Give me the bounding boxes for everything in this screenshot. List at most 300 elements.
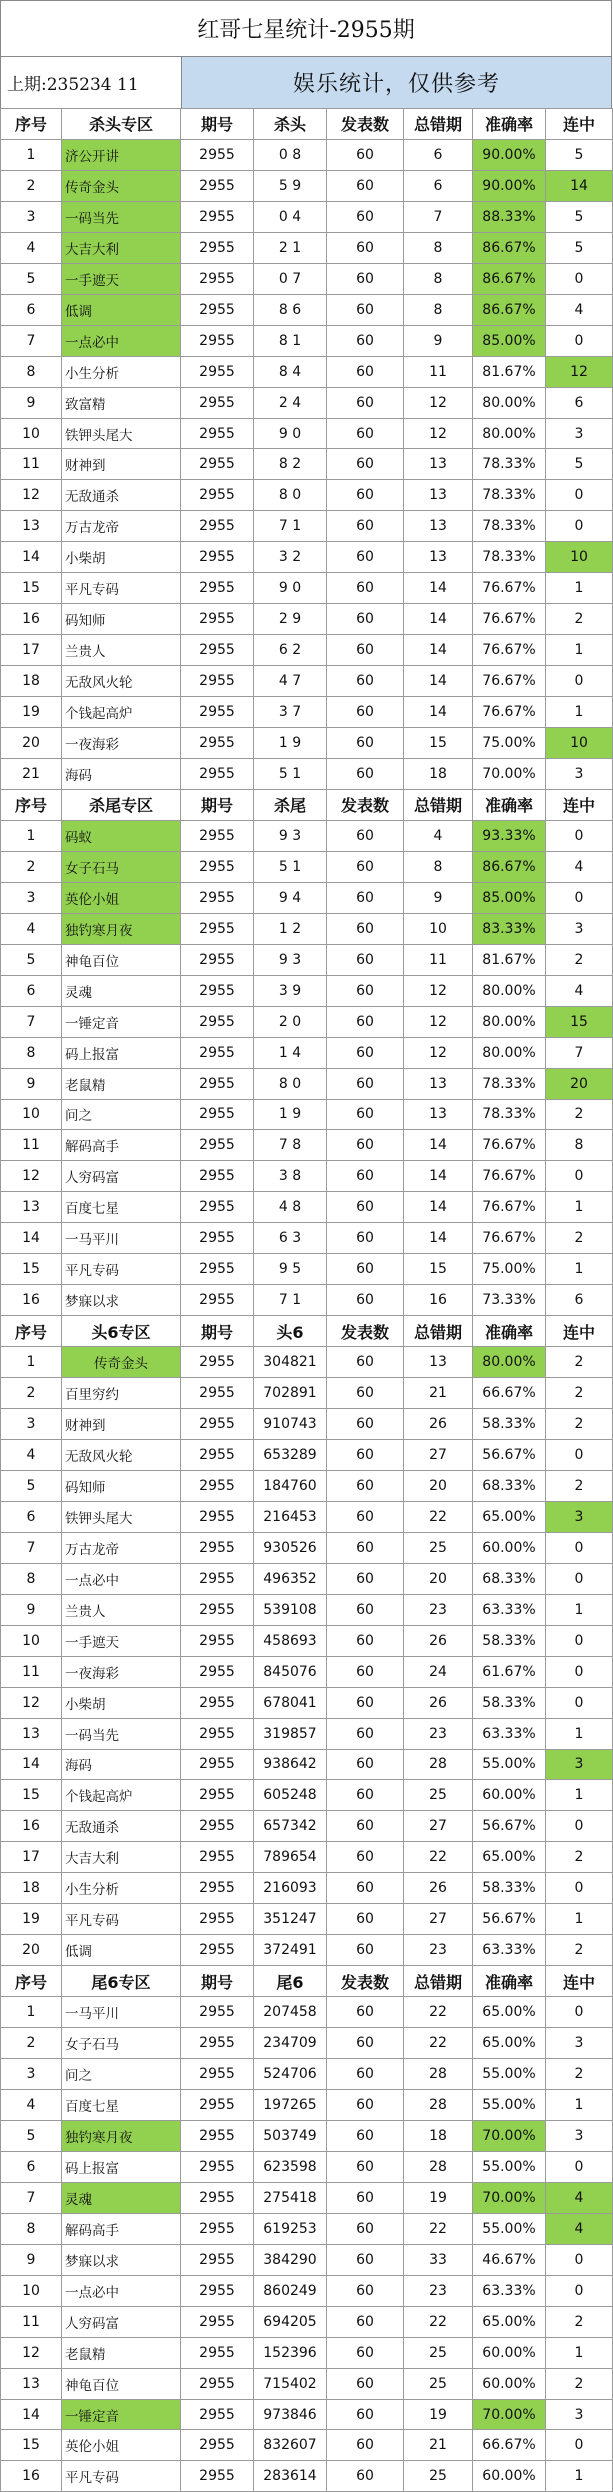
table-row [1,1811,613,1842]
cell-wrong-count: 28 [404,2059,473,2090]
cell-row-number: 16 [1,1285,62,1316]
cell-pick: 1 4 [254,1037,327,1068]
cell-period: 2955 [181,2028,254,2059]
cell-row-number: 7 [1,2182,62,2213]
cell-total-count: 60 [327,139,404,170]
cell-name: 灵魂 [62,2182,181,2213]
cell-total-count: 60 [327,975,404,1006]
table-row [1,2090,613,2121]
cell-period: 2955 [181,201,254,232]
table-row [1,263,613,294]
cell-streak: 2 [546,1378,613,1409]
cell-accuracy: 65.00% [473,1842,546,1873]
cell-wrong-count: 14 [404,635,473,666]
cell-name: 灵魂 [62,975,181,1006]
cell-streak: 2 [546,1099,613,1130]
cell-total-count: 60 [327,1594,404,1625]
cell-name: 老鼠精 [62,1068,181,1099]
table-row [1,542,613,573]
cell-streak: 2 [546,2059,613,2090]
cell-wrong-count: 25 [404,2368,473,2399]
cell-name: 低调 [62,1935,181,1966]
cell-wrong-count: 13 [404,511,473,542]
cell-total-count: 60 [327,542,404,573]
cell-total-count: 60 [327,1409,404,1440]
cell-period: 2955 [181,1130,254,1161]
cell-total-count: 60 [327,263,404,294]
cell-wrong-count: 26 [404,1687,473,1718]
cell-name: 济公开讲 [62,139,181,170]
column-header-pick: 头6 [254,1316,327,1347]
cell-pick: 216453 [254,1501,327,1532]
cell-total-count: 60 [327,2461,404,2492]
cell-total-count: 60 [327,2430,404,2461]
cell-pick: 503749 [254,2120,327,2151]
cell-period: 2955 [181,2430,254,2461]
cell-pick: 458693 [254,1625,327,1656]
cell-row-number: 7 [1,325,62,356]
cell-wrong-count: 12 [404,387,473,418]
cell-row-number: 5 [1,263,62,294]
cell-wrong-count: 8 [404,232,473,263]
cell-name: 平凡专码 [62,2461,181,2492]
cell-period: 2955 [181,2368,254,2399]
cell-row-number: 6 [1,2151,62,2182]
cell-total-count: 60 [327,2213,404,2244]
cell-wrong-count: 21 [404,2430,473,2461]
cell-pick: 938642 [254,1749,327,1780]
cell-streak: 1 [546,1780,613,1811]
cell-wrong-count: 23 [404,2275,473,2306]
cell-row-number: 1 [1,820,62,851]
cell-streak: 5 [546,232,613,263]
cell-accuracy: 93.33% [473,820,546,851]
cell-wrong-count: 8 [404,263,473,294]
cell-wrong-count: 13 [404,480,473,511]
cell-streak: 0 [546,1687,613,1718]
cell-total-count: 60 [327,1254,404,1285]
cell-period: 2955 [181,1656,254,1687]
cell-total-count: 60 [327,697,404,728]
cell-pick: 0 4 [254,201,327,232]
cell-streak: 10 [546,542,613,573]
cell-pick: 2 1 [254,232,327,263]
cell-streak: 1 [546,1192,613,1223]
cell-name: 英伦小姐 [62,882,181,913]
cell-accuracy: 60.00% [473,2461,546,2492]
cell-period: 2955 [181,418,254,449]
table-row [1,1749,613,1780]
cell-row-number: 8 [1,1037,62,1068]
cell-row-number: 20 [1,728,62,759]
cell-wrong-count: 13 [404,1068,473,1099]
cell-period: 2955 [181,1161,254,1192]
cell-wrong-count: 19 [404,2182,473,2213]
table-row [1,170,613,201]
cell-period: 2955 [181,2399,254,2430]
cell-period: 2955 [181,232,254,263]
cell-wrong-count: 9 [404,325,473,356]
cell-pick: 3 9 [254,975,327,1006]
column-header-pick: 尾6 [254,1966,327,1997]
cell-streak: 0 [546,480,613,511]
previous-result: 上期:235234 11 [7,75,139,95]
cell-pick: 275418 [254,2182,327,2213]
cell-total-count: 60 [327,449,404,480]
cell-pick: 216093 [254,1873,327,1904]
cell-streak: 0 [546,2430,613,2461]
cell-streak: 1 [546,2090,613,2121]
cell-period: 2955 [181,2213,254,2244]
cell-wrong-count: 26 [404,1873,473,1904]
table-row [1,1099,613,1130]
cell-period: 2955 [181,1904,254,1935]
cell-row-number: 21 [1,759,62,790]
cell-name: 铁钾头尾大 [62,418,181,449]
cell-row-number: 5 [1,1470,62,1501]
cell-row-number: 13 [1,2368,62,2399]
cell-name: 无敌通杀 [62,480,181,511]
cell-wrong-count: 14 [404,1161,473,1192]
cell-pick: 789654 [254,1842,327,1873]
cell-name: 小生分析 [62,356,181,387]
cell-pick: 351247 [254,1904,327,1935]
table-row [1,449,613,480]
cell-period: 2955 [181,1563,254,1594]
cell-period: 2955 [181,2275,254,2306]
cell-pick: 8 0 [254,480,327,511]
table-row [1,325,613,356]
cell-period: 2955 [181,2337,254,2368]
cell-streak: 0 [546,1656,613,1687]
cell-period: 2955 [181,1068,254,1099]
table-row [1,1347,613,1378]
cell-name: 海码 [62,1749,181,1780]
cell-period: 2955 [181,975,254,1006]
cell-wrong-count: 14 [404,604,473,635]
cell-accuracy: 78.33% [473,511,546,542]
table-row [1,573,613,604]
cell-row-number: 2 [1,851,62,882]
table-row [1,882,613,913]
cell-pick: 5 1 [254,759,327,790]
cell-row-number: 3 [1,2059,62,2090]
cell-name: 一点必中 [62,325,181,356]
cell-row-number: 16 [1,604,62,635]
column-header-pick: 杀尾 [254,789,327,820]
cell-wrong-count: 8 [404,851,473,882]
cell-row-number: 14 [1,2399,62,2430]
cell-accuracy: 70.00% [473,2120,546,2151]
cell-pick: 9 0 [254,418,327,449]
cell-streak: 3 [546,1749,613,1780]
table-row [1,2430,613,2461]
cell-period: 2955 [181,2182,254,2213]
cell-streak: 0 [546,1625,613,1656]
cell-streak: 0 [546,882,613,913]
cell-accuracy: 58.33% [473,1625,546,1656]
table-row [1,1532,613,1563]
cell-total-count: 60 [327,1625,404,1656]
table-row [1,480,613,511]
cell-accuracy: 76.67% [473,1223,546,1254]
table-row [1,2306,613,2337]
cell-pick: 1 9 [254,728,327,759]
cell-accuracy: 80.00% [473,418,546,449]
cell-wrong-count: 14 [404,1130,473,1161]
column-header-row-number: 序号 [1,1966,62,1997]
cell-name: 一码当先 [62,201,181,232]
cell-pick: 197265 [254,2090,327,2121]
table-row [1,1594,613,1625]
cell-streak: 8 [546,1130,613,1161]
column-header-period: 期号 [181,109,254,140]
cell-streak: 2 [546,1935,613,1966]
cell-pick: 605248 [254,1780,327,1811]
cell-streak: 0 [546,1873,613,1904]
cell-pick: 372491 [254,1935,327,1966]
cell-row-number: 9 [1,1594,62,1625]
cell-accuracy: 60.00% [473,1532,546,1563]
cell-pick: 702891 [254,1378,327,1409]
cell-accuracy: 60.00% [473,2368,546,2399]
cell-name: 传奇金头 [62,170,181,201]
column-header-streak: 连中 [546,109,613,140]
stats-table [0,108,613,2492]
table-row [1,139,613,170]
table-row [1,232,613,263]
cell-row-number: 3 [1,882,62,913]
cell-wrong-count: 16 [404,1285,473,1316]
table-row [1,1161,613,1192]
cell-name: 码知师 [62,1470,181,1501]
cell-streak: 2 [546,1842,613,1873]
cell-name: 大吉大利 [62,1842,181,1873]
table-row [1,913,613,944]
cell-total-count: 60 [327,294,404,325]
cell-total-count: 60 [327,2399,404,2430]
cell-total-count: 60 [327,1780,404,1811]
table-row [1,1997,613,2028]
cell-total-count: 60 [327,1006,404,1037]
cell-streak: 0 [546,2244,613,2275]
cell-period: 2955 [181,851,254,882]
cell-name: 个钱起高炉 [62,697,181,728]
cell-accuracy: 90.00% [473,139,546,170]
cell-total-count: 60 [327,201,404,232]
cell-name: 百度七星 [62,2090,181,2121]
cell-wrong-count: 20 [404,1563,473,1594]
cell-accuracy: 58.33% [473,1873,546,1904]
cell-streak: 1 [546,2461,613,2492]
cell-accuracy: 55.00% [473,1749,546,1780]
cell-total-count: 60 [327,2275,404,2306]
table-row [1,635,613,666]
cell-wrong-count: 19 [404,2399,473,2430]
cell-accuracy: 65.00% [473,2028,546,2059]
cell-streak: 1 [546,635,613,666]
table-row [1,1006,613,1037]
cell-name: 梦寐以求 [62,2244,181,2275]
table-row [1,2120,613,2151]
cell-pick: 184760 [254,1470,327,1501]
cell-wrong-count: 6 [404,170,473,201]
cell-name: 解码高手 [62,2213,181,2244]
cell-accuracy: 86.67% [473,294,546,325]
cell-row-number: 9 [1,387,62,418]
cell-wrong-count: 28 [404,2090,473,2121]
cell-accuracy: 70.00% [473,2182,546,2213]
cell-total-count: 60 [327,511,404,542]
cell-period: 2955 [181,1037,254,1068]
table-row [1,1409,613,1440]
cell-name: 平凡专码 [62,1254,181,1285]
cell-total-count: 60 [327,851,404,882]
cell-name: 平凡专码 [62,573,181,604]
cell-row-number: 14 [1,542,62,573]
cell-accuracy: 63.33% [473,1935,546,1966]
cell-accuracy: 76.67% [473,1130,546,1161]
cell-wrong-count: 21 [404,1378,473,1409]
cell-accuracy: 61.67% [473,1656,546,1687]
cell-row-number: 4 [1,913,62,944]
cell-pick: 8 1 [254,325,327,356]
cell-accuracy: 80.00% [473,1037,546,1068]
cell-accuracy: 70.00% [473,2399,546,2430]
cell-row-number: 8 [1,356,62,387]
cell-name: 一锤定音 [62,1006,181,1037]
column-header-accuracy: 准确率 [473,1316,546,1347]
cell-name: 码上报富 [62,2151,181,2182]
cell-period: 2955 [181,728,254,759]
cell-pick: 6 3 [254,1223,327,1254]
cell-period: 2955 [181,820,254,851]
table-row [1,1130,613,1161]
table-row [1,697,613,728]
cell-period: 2955 [181,387,254,418]
cell-accuracy: 68.33% [473,1563,546,1594]
cell-streak: 0 [546,325,613,356]
cell-total-count: 60 [327,1997,404,2028]
table-row [1,759,613,790]
cell-wrong-count: 7 [404,201,473,232]
cell-period: 2955 [181,1223,254,1254]
cell-pick: 8 2 [254,449,327,480]
cell-name: 一手遮天 [62,263,181,294]
cell-period: 2955 [181,1409,254,1440]
cell-period: 2955 [181,635,254,666]
cell-period: 2955 [181,325,254,356]
cell-name: 小生分析 [62,1873,181,1904]
cell-row-number: 13 [1,1192,62,1223]
cell-period: 2955 [181,1347,254,1378]
table-row [1,1687,613,1718]
cell-period: 2955 [181,1594,254,1625]
cell-pick: 1 2 [254,913,327,944]
cell-streak: 2 [546,604,613,635]
cell-period: 2955 [181,697,254,728]
cell-name: 大吉大利 [62,232,181,263]
cell-streak: 6 [546,1285,613,1316]
cell-wrong-count: 14 [404,666,473,697]
cell-wrong-count: 12 [404,975,473,1006]
cell-accuracy: 55.00% [473,2151,546,2182]
cell-pick: 8 0 [254,1068,327,1099]
cell-period: 2955 [181,449,254,480]
column-header-streak: 连中 [546,1316,613,1347]
cell-period: 2955 [181,2090,254,2121]
table-row [1,944,613,975]
cell-pick: 973846 [254,2399,327,2430]
cell-pick: 384290 [254,2244,327,2275]
cell-total-count: 60 [327,2337,404,2368]
table-row [1,1285,613,1316]
cell-accuracy: 78.33% [473,480,546,511]
cell-total-count: 60 [327,1501,404,1532]
cell-name: 梦寐以求 [62,1285,181,1316]
cell-row-number: 6 [1,975,62,1006]
cell-wrong-count: 22 [404,2213,473,2244]
cell-row-number: 14 [1,1749,62,1780]
cell-row-number: 12 [1,1687,62,1718]
cell-pick: 619253 [254,2213,327,2244]
cell-accuracy: 86.67% [473,263,546,294]
cell-wrong-count: 22 [404,2028,473,2059]
cell-accuracy: 80.00% [473,1347,546,1378]
cell-period: 2955 [181,2059,254,2090]
column-header-total-count: 发表数 [327,1316,404,1347]
cell-streak: 2 [546,2306,613,2337]
cell-name: 一马平川 [62,1997,181,2028]
cell-total-count: 60 [327,1161,404,1192]
cell-name: 独钓寒月夜 [62,913,181,944]
column-header-wrong-count: 总错期 [404,1316,473,1347]
cell-period: 2955 [181,542,254,573]
cell-row-number: 18 [1,1873,62,1904]
cell-row-number: 13 [1,511,62,542]
table-row [1,2275,613,2306]
cell-accuracy: 76.67% [473,697,546,728]
cell-streak: 3 [546,2399,613,2430]
cell-pick: 524706 [254,2059,327,2090]
column-header-streak: 连中 [546,1966,613,1997]
column-header-name: 尾6专区 [62,1966,181,1997]
cell-row-number: 8 [1,2213,62,2244]
cell-wrong-count: 13 [404,1347,473,1378]
cell-wrong-count: 13 [404,449,473,480]
cell-total-count: 60 [327,1687,404,1718]
cell-pick: 539108 [254,1594,327,1625]
cell-name: 兰贵人 [62,635,181,666]
cell-accuracy: 66.67% [473,1378,546,1409]
cell-pick: 832607 [254,2430,327,2461]
cell-streak: 1 [546,1718,613,1749]
cell-pick: 9 5 [254,1254,327,1285]
cell-period: 2955 [181,573,254,604]
cell-accuracy: 76.67% [473,1192,546,1223]
cell-accuracy: 75.00% [473,728,546,759]
table-row [1,1254,613,1285]
cell-streak: 3 [546,418,613,449]
column-header-row-number: 序号 [1,789,62,820]
cell-streak: 3 [546,2120,613,2151]
cell-streak: 1 [546,573,613,604]
cell-row-number: 4 [1,232,62,263]
cell-total-count: 60 [327,635,404,666]
cell-total-count: 60 [327,1718,404,1749]
cell-period: 2955 [181,2461,254,2492]
cell-total-count: 60 [327,913,404,944]
